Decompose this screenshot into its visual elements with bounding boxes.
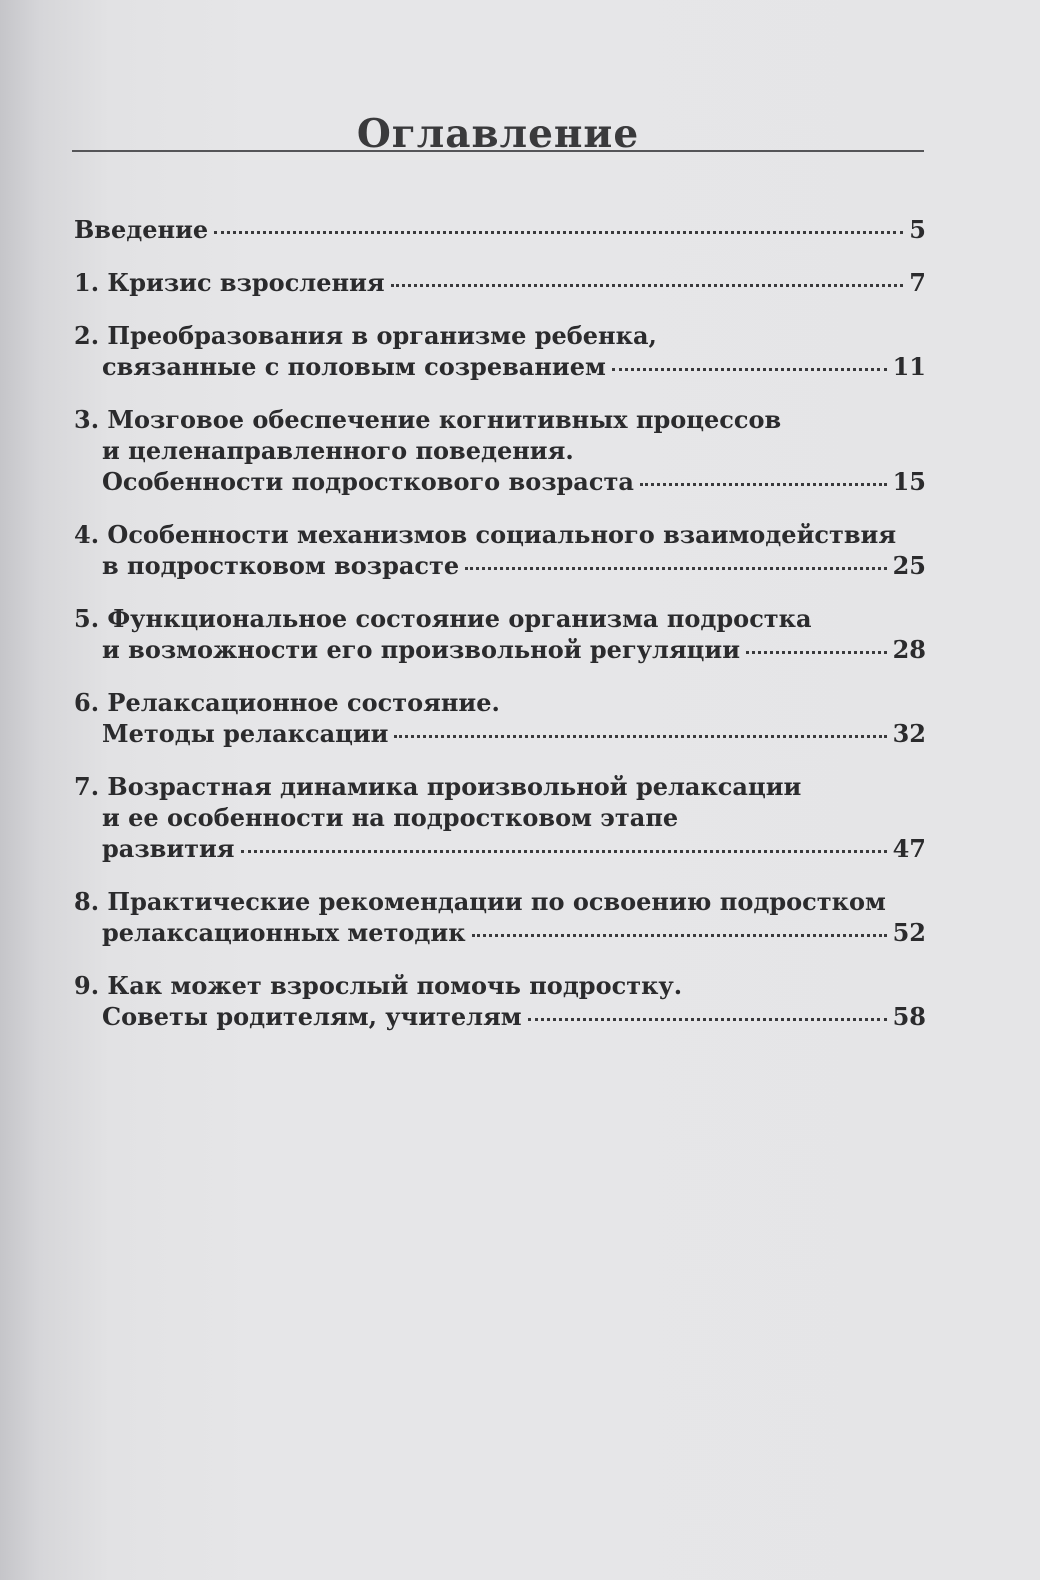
toc-page-number: 58 (892, 1002, 926, 1031)
toc-entry-8[interactable] (74, 886, 926, 948)
toc-entry-title-cont: Методы релаксации (102, 719, 389, 748)
dot-leader (640, 483, 887, 486)
toc-entry-title-cont: и целенаправленного поведения. (102, 436, 574, 465)
toc-entry-title-cont: связанные с половым созреванием (102, 352, 606, 381)
toc-page-number: 11 (892, 352, 926, 381)
toc-entry-7[interactable] (74, 771, 926, 864)
toc-entry-title: 6. Релаксационное состояние. (74, 688, 500, 717)
toc-page-number: 25 (892, 551, 926, 580)
toc-entry-title-cont: Советы родителям, учителям (102, 1002, 522, 1031)
toc-entry-title-cont: и ее особенности на подростковом этапе (102, 803, 679, 832)
toc-entry-1[interactable] (74, 267, 926, 298)
dot-leader (528, 1018, 887, 1021)
dot-leader (472, 934, 887, 937)
toc-entry-5[interactable] (74, 603, 926, 665)
dot-leader (241, 850, 887, 853)
toc-entry-2[interactable] (74, 320, 926, 382)
toc-page-number: 5 (909, 215, 926, 244)
dot-leader (391, 284, 904, 287)
toc-entry-title-cont: Особенности подросткового возраста (102, 467, 634, 496)
toc-page-number: 47 (892, 834, 926, 863)
toc-entry-4[interactable] (74, 519, 926, 581)
toc-entry-intro[interactable] (74, 214, 926, 245)
page-title: Оглавление (356, 111, 640, 157)
toc-entry-title: 1. Кризис взросления (74, 268, 385, 297)
table-of-contents (74, 214, 926, 1054)
dot-leader (214, 231, 903, 234)
toc-page-number: 7 (909, 268, 926, 297)
toc-entry-title-cont: развития (102, 834, 235, 863)
toc-entry-title: Введение (74, 215, 209, 244)
dot-leader (746, 651, 887, 654)
toc-entry-title: 2. Преобразования в организме ребенка, (74, 321, 657, 350)
toc-entry-3[interactable] (74, 404, 926, 497)
toc-page-number: 52 (892, 918, 926, 947)
toc-entry-6[interactable] (74, 687, 926, 749)
dot-leader (612, 368, 887, 371)
toc-entry-title: 4. Особенности механизмов социального взаимодействия (74, 520, 897, 549)
toc-entry-title: 9. Как может взрослый помочь подростку. (74, 971, 683, 1000)
toc-entry-9[interactable] (74, 970, 926, 1032)
toc-entry-title: 7. Возрастная динамика произвольной релаксации (74, 772, 802, 801)
title-underline (72, 150, 924, 152)
toc-entry-title: 3. Мозговое обеспечение когнитивных процессов (74, 405, 782, 434)
toc-entry-title: 8. Практические рекомендации по освоению подростком (74, 887, 886, 916)
toc-entry-title-cont: релаксационных методик (102, 918, 466, 947)
dot-leader (465, 567, 886, 570)
toc-page-number: 28 (892, 635, 926, 664)
toc-entry-title-cont: в подростковом возрасте (102, 551, 460, 580)
dot-leader (394, 735, 886, 738)
toc-entry-title: 5. Функциональное состояние организма подростка (74, 604, 812, 633)
toc-page-number: 15 (892, 467, 926, 496)
toc-entry-title-cont: и возможности его произвольной регуляции (102, 635, 741, 664)
toc-page-number: 32 (892, 719, 926, 748)
